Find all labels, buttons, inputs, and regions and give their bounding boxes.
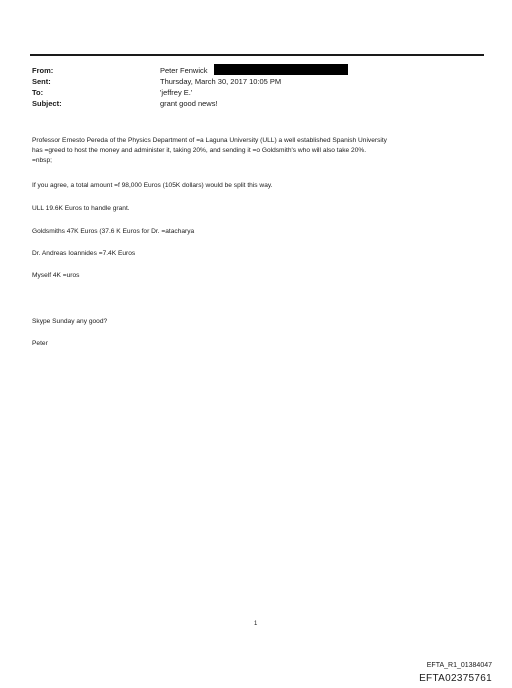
bates-stamp-2: EFTA02375761 bbox=[419, 673, 492, 684]
body-paragraph-6: Myself 4K =uros bbox=[32, 272, 80, 279]
to-label: To: bbox=[32, 88, 44, 97]
from-value: Peter Fenwick bbox=[160, 66, 208, 75]
signature: Peter bbox=[32, 340, 48, 347]
body-paragraph-7: Skype Sunday any good? bbox=[32, 318, 108, 325]
body-paragraph-5: Dr. Andreas Ioannides =7.4K Euros bbox=[32, 250, 136, 257]
redaction-box bbox=[214, 64, 348, 75]
subject-label: Subject: bbox=[32, 99, 62, 108]
body-paragraph-1-line-1: Professor Ernesto Pereda of the Physics Department of =a Laguna University (ULL) a well established Spanish University bbox=[32, 137, 387, 144]
page-number: 1 bbox=[254, 621, 258, 627]
body-paragraph-1-line-3: =nbsp; bbox=[32, 157, 52, 164]
body-paragraph-3: ULL 19.6K Euros to handle grant. bbox=[32, 205, 130, 212]
sent-label: Sent: bbox=[32, 77, 51, 86]
body-paragraph-2: If you agree, a total amount =f 98,000 Euros (105K dollars) would be split this way. bbox=[32, 182, 273, 189]
to-value: 'jeffrey E.' bbox=[160, 88, 193, 97]
body-paragraph-4: Goldsmiths 47K Euros (37.6 K Euros for Dr. =atacharya bbox=[32, 228, 195, 235]
from-label: From: bbox=[32, 66, 54, 75]
subject-value: grant good news! bbox=[160, 99, 218, 108]
bates-stamp-1: EFTA_R1_01384047 bbox=[426, 662, 492, 669]
sent-value: Thursday, March 30, 2017 10:05 PM bbox=[160, 77, 282, 86]
header-divider bbox=[30, 54, 484, 56]
body-paragraph-1-line-2: has =greed to host the money and administer it, taking 20%, and sending it =o Goldsmith's who will also take 20%. bbox=[32, 147, 367, 154]
